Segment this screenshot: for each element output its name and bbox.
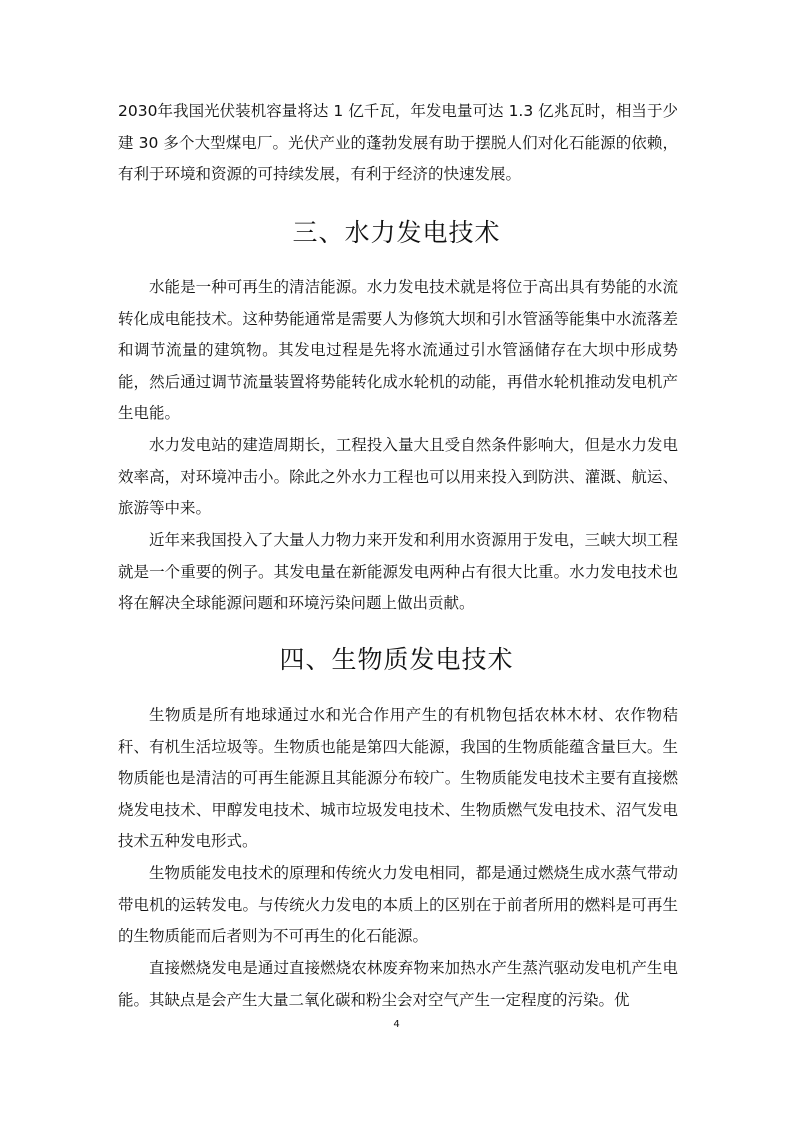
biomass-paragraph-1: 生物质是所有地球通过水和光合作用产生的有机物包括农林木材、农作物秸秆、有机生活垃圾等。生物质也能是第四大能源，我国的生物质能蕴含量巨大。生物质能也是清洁的可再生能源且其能源分布较广。生物质能发电技术主要有直接燃烧发电技术、甲醇发电技术、城市垃圾发电技术、生物质燃气发电技术、沼气发电技术五种发电形式。 (118, 706, 678, 850)
intro-paragraph: 2030年我国光伏装机容量将达 1 亿千瓦，年发电量可达 1.3 亿兆瓦时，相当于少建 30 多个大型煤电厂。光伏产业的蓬勃发展有助于摆脱人们对化石能源的依赖，有利于环境和资源的可持续发展，有利于经济的快速发展。 (118, 102, 678, 183)
section-heading-hydropower: 三、水力发电技术 (292, 218, 501, 247)
hydropower-paragraph-3: 近年来我国投入了大量人力物力来开发和利用水资源用于发电，三峡大坝工程就是一个重要的例子。其发电量在新能源发电两种占有很大比重。水力发电技术也将在解决全球能源问题和环境污染问题上做出贡献。 (118, 531, 678, 612)
biomass-paragraph-2: 生物质能发电技术的原理和传统火力发电相同，都是通过燃烧生成水蒸气带动带电机的运转发电。与传统火力发电的本质上的区别在于前者所用的燃料是可再生的生物质能而后者则为不可再生的化石能源。 (118, 864, 678, 945)
hydropower-paragraph-2: 水力发电站的建造周期长，工程投入量大且受自然条件影响大，但是水力发电效率高，对环境冲击小。除此之外水力工程也可以用来投入到防洪、灌溉、航运、旅游等中来。 (118, 436, 678, 517)
section-heading-biomass: 四、生物质发电技术 (279, 645, 514, 674)
page-number: 4 (393, 1019, 400, 1030)
hydropower-paragraph-1: 水能是一种可再生的清洁能源。水力发电技术就是将位于高出具有势能的水流转化成电能技术。这种势能通常是需要人为修筑大坝和引水管涵等能集中水流落差和调节流量的建筑物。其发电过程是先将水流通过引水管涵储存在大坝中形成势能，然后通过调节流量装置将势能转化成水轮机的动能，再借水轮机推动发电机产生电能。 (118, 278, 678, 422)
biomass-paragraph-3: 直接燃烧发电是通过直接燃烧农林废弃物来加热水产生蒸汽驱动发电机产生电能。其缺点是会产生大量二氧化碳和粉尘会对空气产生一定程度的污染。优 (118, 959, 678, 1009)
